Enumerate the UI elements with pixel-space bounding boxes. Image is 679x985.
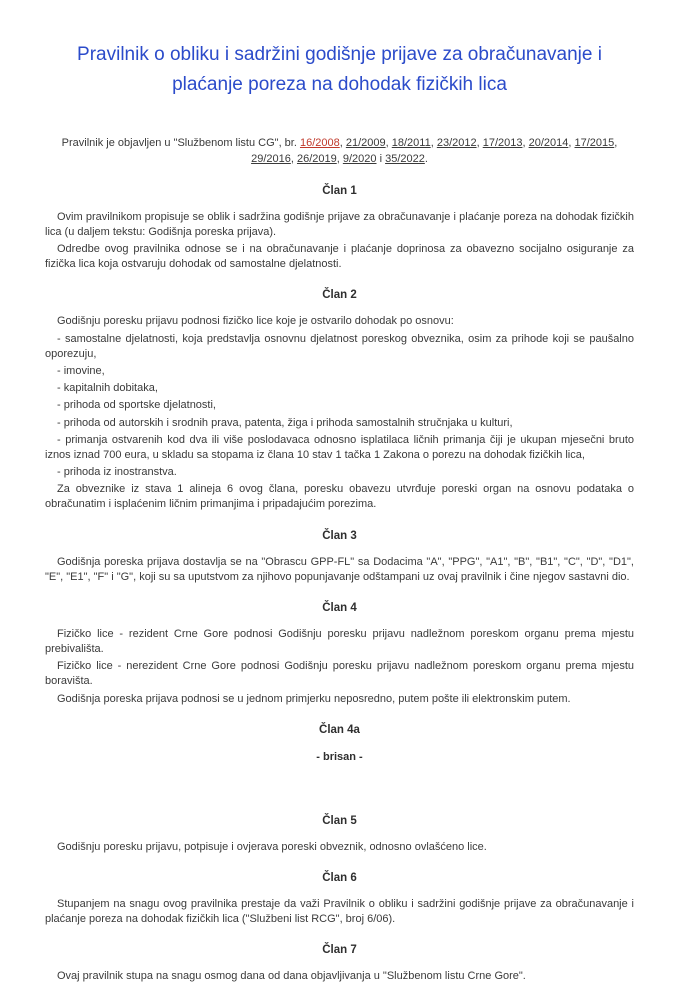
separator-period: . bbox=[424, 153, 428, 166]
paragraph: Fizičko lice - nerezident Crne Gore podnosi Godišnju poresku prijavu nadležnom poreskom organu prema mjestu boravišta. bbox=[45, 660, 634, 688]
paragraph: Odredbe ovog pravilnika odnose se i na obračunavanje i plaćanje doprinosa za obavezno socijalno osiguranje za fizička lica koja ostvaruju dohodak od samostalne djelatnosti. bbox=[45, 243, 634, 271]
article-heading: Član 6 bbox=[322, 872, 357, 885]
gazette-link-18-2011[interactable]: 18/2011 bbox=[391, 136, 431, 149]
gazette-link-23-2012[interactable]: 23/2012 bbox=[436, 136, 477, 149]
article-clan-4 bbox=[45, 602, 634, 707]
article-clan-1 bbox=[45, 185, 634, 273]
paragraph: Godišnju poresku prijavu podnosi fizičko lice koje je ostvarilo dohodak po osnovu: bbox=[57, 315, 454, 328]
gazette-link-20-2014[interactable]: 20/2014 bbox=[528, 136, 569, 149]
separator: , bbox=[568, 136, 575, 149]
article-clan-4a bbox=[45, 724, 634, 765]
article-heading: Član 7 bbox=[322, 944, 357, 957]
separator: , bbox=[476, 136, 483, 149]
article-heading: Član 2 bbox=[322, 289, 357, 302]
document-title: Pravilnik o obliku i sadržini godišnje prijave za obračunavanje i plaćanje poreza na dohodak fizičkih lica bbox=[77, 44, 602, 96]
paragraph: Ovim pravilnikom propisuje se oblik i sadržina godišnje prijave za obračunavanje i plaćanje poreza na dohodak fizičkih lica (u daljem tekstu: Godišnja poreska prijava). bbox=[45, 210, 634, 238]
separator: , bbox=[385, 136, 392, 149]
article-clan-2 bbox=[45, 289, 634, 512]
article-clan-5 bbox=[45, 815, 634, 855]
list-item-paragraph: - samostalne djelatnosti, koja predstavlja osnovnu djelatnost poreskog obveznika, osim za prihode koji se paušalno oporezuju, bbox=[45, 332, 634, 360]
separator: , bbox=[522, 136, 529, 149]
gazette-link-17-2015[interactable]: 17/2015 bbox=[574, 136, 615, 149]
brisan-note: - brisan - bbox=[316, 750, 363, 763]
gazette-link-16-2008[interactable]: 16/2008 bbox=[299, 136, 340, 149]
gazette-link-26-2019[interactable]: 26/2019 bbox=[296, 153, 337, 166]
separator: , bbox=[614, 136, 618, 149]
list-item-paragraph: - prihoda od sportske djelatnosti, bbox=[57, 399, 216, 412]
gazette-link-35-2022[interactable]: 35/2022 bbox=[385, 153, 425, 166]
article-clan-7 bbox=[45, 944, 634, 984]
article-heading: Član 1 bbox=[322, 184, 357, 197]
published-prefix: Pravilnik je objavljen u "Službenom listu CG", br. bbox=[61, 136, 300, 149]
paragraph: Fizičko lice - rezident Crne Gore podnosi Godišnju poresku prijavu nadležnom poreskom organu prema mjestu prebivališta. bbox=[45, 627, 634, 656]
separator: , bbox=[430, 136, 437, 149]
paragraph: Godišnju poresku prijavu, potpisuje i ovjerava poreski obveznik, odnosno ovlašćeno lice. bbox=[57, 840, 487, 853]
article-heading: Član 3 bbox=[322, 529, 357, 542]
article-heading: Član 4a bbox=[319, 723, 360, 736]
paragraph: Stupanjem na snagu ovog pravilnika prestaje da važi Pravilnik o obliku i sadržini godišnje prijave za obračunavanje i plaćanje poreza na dohodak fizičkih lica ("Službeni list RCG", broj 6/06). bbox=[45, 898, 634, 926]
separator: , bbox=[336, 153, 343, 166]
gazette-link-17-2013[interactable]: 17/2013 bbox=[482, 136, 523, 149]
article-clan-6 bbox=[45, 872, 634, 927]
gazette-link-9-2020[interactable]: 9/2020 bbox=[342, 153, 377, 166]
paragraph: Godišnja poreska prijava podnosi se u jednom primjerku neposredno, putem pošte ili elektronskim putem. bbox=[57, 692, 571, 705]
separator-and: i bbox=[376, 153, 386, 166]
separator: , bbox=[339, 136, 346, 149]
paragraph: Godišnja poreska prijava dostavlja se na "Obrascu GPP-FL" sa Dodacima "A", "PPG", "A1", "B", "B1", "C", "D", "D1", "E", "E1", "F" i "G", koji su sa uputstvom za njihovo popunjavanje odštampani uz ovaj pravilnik i čine njegov sastavni dio. bbox=[45, 555, 634, 583]
list-item-paragraph: - prihoda od autorskih i srodnih prava, patenta, žiga i prihoda samostalnih stručnjaka u kulturi, bbox=[57, 416, 513, 429]
paragraph: Ovaj pravilnik stupa na snagu osmog dana od dana objavljivanja u "Službenom listu Crne Gore". bbox=[57, 970, 526, 983]
article-heading: Član 5 bbox=[322, 814, 357, 827]
list-item-paragraph: - kapitalnih dobitaka, bbox=[57, 382, 158, 395]
gazette-link-21-2009[interactable]: 21/2009 bbox=[345, 136, 386, 149]
separator: , bbox=[290, 153, 297, 166]
list-item-paragraph: - imovine, bbox=[57, 364, 105, 377]
article-clan-3 bbox=[45, 530, 634, 585]
list-item-paragraph: - prihoda iz inostranstva. bbox=[57, 466, 177, 479]
article-heading: Član 4 bbox=[322, 601, 357, 614]
published-note bbox=[45, 135, 634, 168]
list-item-paragraph: - primanja ostvarenih kod dva ili više poslodavaca odnosno isplatilaca ličnih primanja čiji je ukupan mjesečni bruto iznos iznad 700 eura, u skladu sa stopama iz člana 10 stav 1 tačka 1 Zakona o porezu na dohodak fizičkih lica, bbox=[45, 433, 634, 461]
paragraph: Za obveznike iz stava 1 alineja 6 ovog člana, poresku obavezu utvrđuje poreski organ na osnovu podataka o obračunatim i isplaćenim ličnim primanjima i pripadajućim porezima. bbox=[45, 483, 634, 511]
gazette-link-29-2016[interactable]: 29/2016 bbox=[251, 153, 291, 166]
